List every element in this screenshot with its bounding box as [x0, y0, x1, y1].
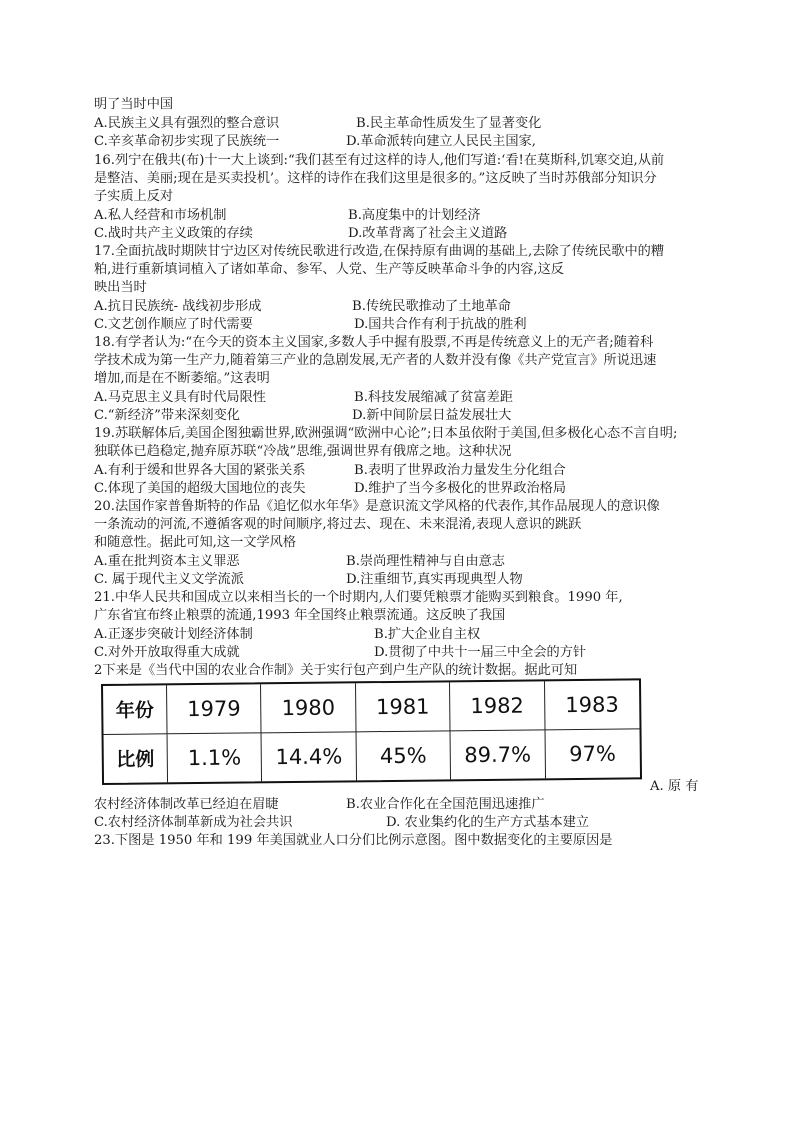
q20-stem-3: 和随意性。据此可知,这一文学风格 — [94, 535, 297, 550]
contract-ratio-table — [101, 678, 642, 785]
q16-stem-2: 是整洁、美丽;现在是买卖投机’。这样的诗作在我们这里是很多的。”这反映了当时苏俄部分知识分 — [94, 171, 657, 186]
q19-option-c: C.体现了美国的超级大国地位的丧失 — [94, 481, 306, 496]
q22-option-c: C.农村经济体制革新成为社会共识 — [94, 815, 293, 830]
q20-option-d: D.注重细节,真实再现典型人物 — [346, 572, 523, 587]
q21-option-d: D.贯彻了中共十一届三中全会的方针 — [374, 645, 587, 660]
q15-stem-tail: 明了当时中国 — [94, 97, 174, 112]
q20-option-c: C. 属于现代主义文学流派 — [94, 572, 244, 587]
q19-stem-1: 19.苏联解体后,美国企图独霸世界,欧洲强调“欧洲中心论”;日本虽依附于美国,但多极化心态不言自明; — [94, 426, 678, 441]
q18-option-c: C.“新经济”带来深刻变化 — [94, 408, 240, 423]
table-ratio-cell: 45% — [356, 731, 451, 780]
q20-stem-1: 20.法国作家普鲁斯特的作品《追忆似水年华》是意识流文学风格的代表作,其作品展现人的意识像 — [94, 499, 660, 514]
q16-option-d: D.改革背离了社会主义道路 — [348, 226, 508, 241]
table-header-year: 年份 — [103, 685, 168, 734]
q17-option-d: D.国共合作有利于抗战的胜利 — [354, 317, 527, 332]
q20-option-a: A.重在批判资本主义罪恶 — [94, 554, 240, 569]
q17-option-c: C.文艺创作顺应了时代需要 — [94, 317, 253, 332]
q19-option-d: D.维护了当今多极化的世界政治格局 — [354, 481, 567, 496]
q20-stem-2: 一条流动的河流,不遵循客观的时间顺序,将过去、现在、未来混淆,表现人意识的跳跃 — [94, 517, 582, 532]
q19-option-a: A.有利于缓和世界各大国的紧张关系 — [94, 463, 306, 478]
q15-option-c: C.辛亥革命初步实现了民族统一 — [94, 134, 280, 149]
table-year-cell: 1983 — [545, 680, 640, 729]
q16-option-b: B.高度集中的计划经济 — [348, 208, 481, 223]
q18-stem-3: 增加,而是在不断萎缩。”这表明 — [94, 371, 270, 386]
table-year-cell: 1981 — [356, 682, 451, 731]
q18-option-d: D.新中间阶层日益发展壮大 — [352, 408, 512, 423]
q18-stem-1: 18.有学者认为:“在今天的资本主义国家,多数人手中握有股票,不再是传统意义上的无产者;随着科 — [94, 335, 654, 350]
q16-option-c: C.战时共产主义政策的存续 — [94, 226, 253, 241]
table-year-cell: 1980 — [261, 683, 356, 732]
table-year-cell: 1979 — [167, 684, 262, 733]
q18-option-b: B.科技发展缩减了贫富差距 — [354, 390, 513, 405]
q17-option-b: B.传统民歌推动了土地革命 — [352, 299, 511, 314]
q19-option-b: B.表明了世界政治力量发生分化组合 — [354, 463, 566, 478]
q23-stem: 23.下图是 1950 年和 199 年美国就业人口分们比例示意图。图中数据变化的主要原因是 — [94, 833, 613, 848]
q22-option-a-prefix: A. 原 有 — [650, 779, 699, 794]
table-ratio-cell: 1.1% — [168, 733, 263, 782]
q16-option-a: A.私人经营和市场机制 — [94, 208, 227, 223]
table-ratio-cell: 14.4% — [262, 732, 357, 781]
q21-option-c: C.对外开放取得重大成就 — [94, 645, 240, 660]
q18-option-a: A.马克思主义具有时代局限性 — [94, 390, 266, 405]
q17-stem-1: 17.全面抗战时期陕甘宁边区对传统民歌进行改造,在保持原有曲调的基础上,去除了传统民歌中的糟 — [94, 244, 665, 259]
q21-option-a: A.正逐步突破计划经济体制 — [94, 627, 253, 642]
q22-option-d: D. 农业集约化的生产方式基本建立 — [386, 815, 590, 830]
q20-option-b: B.崇尚理性精神与自由意志 — [346, 554, 505, 569]
q16-stem-1: 16.列宁在俄共(布)十一大上谈到:“我们甚至有过这样的诗人,他们写道:‘看!在莫斯科,饥寒交迫,从前 — [94, 153, 665, 168]
q17-stem-3: 映出当时 — [94, 280, 147, 295]
table-year-cell: 1982 — [450, 681, 545, 730]
q17-stem-2: 粕,进行重新填词植入了诸如革命、参军、人党、生产等反映革命斗争的内容,这反 — [94, 262, 564, 277]
q18-stem-2: 学技术成为第一生产力,随着第三产业的急剧发展,无产者的人数并没有像《共产党宣言》所说迅速 — [94, 353, 657, 368]
q19-stem-2: 独联体已趋稳定,抛弃原苏联“冷战”思维,强调世界有俄席之地。这种状况 — [94, 444, 512, 459]
q15-option-b: B.民主革命性质发生了显著变化 — [356, 116, 542, 131]
q22-stem: 2下来是《当代中国的农业合作制》关于实行包产到户生产队的统计数据。据此可知 — [94, 663, 578, 678]
q17-option-a: A.抗日民族统- 战线初步形成 — [94, 299, 262, 314]
q22-option-b: B.农业合作化在全国范围迅速推广 — [346, 797, 545, 812]
q21-stem-1: 21.中华人民共和国成立以来相当长的一个时期内,人们要凭粮票才能购买到粮食。1990 年, — [94, 590, 623, 605]
table-ratio-cell: 89.7% — [451, 730, 546, 779]
q15-option-a: A.民族主义具有强烈的整合意识 — [94, 116, 280, 131]
q22-option-a: 农村经济体制改革已经迫在眉睫 — [94, 797, 279, 812]
table-ratio-cell: 97% — [569, 741, 617, 766]
q21-stem-2: 广东省宜布终止粮票的流通,1993 年全国终止粮票流通。这反映了我国 — [94, 608, 506, 623]
q15-option-d: D.革命派转向建立人民民主国家, — [346, 134, 536, 149]
q21-option-b: B.扩大企业自主权 — [374, 627, 481, 642]
q16-stem-3: 子实质上反对 — [94, 189, 174, 204]
table-header-ratio: 比例 — [104, 734, 169, 783]
